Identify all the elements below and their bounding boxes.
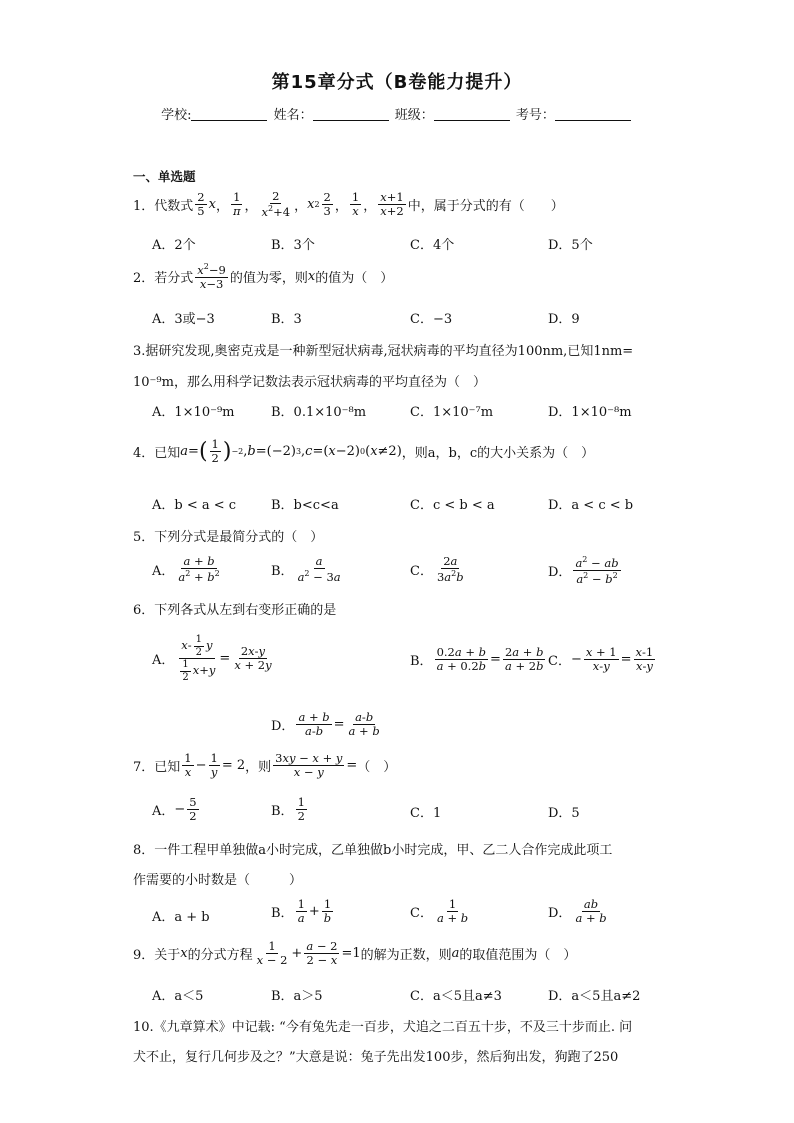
q1-tail: 中，属于分式的有（ ） [407, 199, 564, 215]
question-9: 9．关于 x 的分式方程 $\frac{1}{x - 2}$ + $\frac{a - 2}{2 - x}$ =1 的解为正数，则 a 的取值范围为（ ） [133, 939, 577, 968]
q1-expr-4: $\frac{2}{3}$ [323, 189, 331, 219]
q4-option-b[interactable]: B．b<c<a [271, 498, 339, 513]
q2-stem: 2．若分式 [133, 271, 194, 287]
question-7: 7．已知 $\frac{1}{x}$ − $\frac{1}{y}$ = 2 ，则 $\frac{3xy - x + y}{x - y}$ = （ ） [133, 751, 397, 780]
question-1: 1．代数式 $\frac{2}{5}$ x ， $\frac{1}{\pi}$ ， $\frac{2}{x^2+4}$ ， x 2 $\frac{2}{3}$ ， $\frac{1}{x}$ ， $\frac{x+1}{x+2}$ 中，属于分式的有（ ） [133, 189, 564, 220]
q4-option-a[interactable]: A．b < a < c [152, 498, 237, 513]
q1-option-a[interactable]: A．2个 [152, 238, 196, 253]
q9-option-c[interactable]: C．a＜5且a≠3 [410, 989, 502, 1004]
q3-option-a[interactable]: A．1×10⁻⁹m [152, 405, 235, 420]
q9-stem: 9．关于 [133, 948, 181, 964]
student-info-line [0, 104, 794, 123]
school-label: 学校: [161, 108, 192, 123]
question-3-line-1: 3.据研究发现,奥密克戎是一种新型冠状病毒,冠状病毒的平均直径为100nm,已知1nm= [133, 344, 634, 359]
q6-option-d[interactable]: D． $\frac{a + b}{a-b}$ = $\frac{a-b}{a + b}$ [271, 710, 380, 739]
q8-option-d[interactable]: D． $\frac{ab}{a + b}$ [548, 897, 607, 926]
question-8-line-2: 作需要的小时数是（ ） [133, 873, 303, 888]
q8-option-b[interactable]: B． $\frac{1}{a}$ + $\frac{1}{b}$ [271, 897, 332, 926]
q6-option-a[interactable]: A． x- $\frac{1}{2}$ y $\frac{1}{2}$ x+y = $\frac{2x-y}{x + 2y}$ [152, 634, 272, 683]
question-4: 4．已知 a = ( $\frac{1}{2}$ ) −2 , b =(−2) 3 , c =( x −2) 0 ( x ≠2) ，则a，b，c的大小关系为（ ） [133, 437, 595, 466]
q9-tail: 的解为正数，则 [360, 948, 452, 964]
q5-option-b[interactable]: B． $\frac{a}{a^2 - 3a}$ [271, 554, 341, 585]
q9-option-a[interactable]: A．a＜5 [152, 989, 204, 1004]
page-title: 第15章分式（B卷能力提升） [271, 72, 523, 93]
question-3-line-2: 10⁻⁹m，那么用科学记数法表示冠状病毒的平均直径为（ ） [133, 375, 486, 390]
q7-tail: （ ） [357, 760, 397, 776]
q9-option-d[interactable]: D．a＜5且a≠2 [548, 989, 641, 1004]
q3-option-b[interactable]: B．0.1×10⁻⁸m [271, 405, 367, 420]
q1-option-b[interactable]: B．3个 [271, 238, 315, 253]
q4-option-c[interactable]: C．c < b < a [410, 498, 495, 513]
q2-tail2: 的值为（ ） [315, 271, 394, 287]
q1-expr-6: $\frac{x+1}{x+2}$ [380, 189, 404, 219]
q4-stem: 4．已知 [133, 446, 181, 462]
q4-option-d[interactable]: D．a < c < b [548, 498, 634, 513]
q2-option-d[interactable]: D．9 [548, 312, 580, 327]
q7-option-a[interactable]: A． − $\frac{5}{2}$ [152, 795, 197, 824]
exam-number-blank [555, 108, 631, 121]
q5-option-a[interactable]: A． $\frac{a + b}{a^2 + b^2}$ [152, 554, 220, 585]
q9-option-b[interactable]: B．a＞5 [271, 989, 323, 1004]
q7-option-c[interactable]: C．1 [410, 806, 442, 821]
exam-number-label: 考号： [515, 108, 555, 123]
q1-expr-5: $\frac{1}{x}$ [351, 189, 360, 219]
q3-option-d[interactable]: D．1×10⁻⁸m [548, 405, 632, 420]
q7-option-b[interactable]: B． $\frac{1}{2}$ [271, 795, 305, 824]
q9-tail2: 的取值范围为（ ） [459, 948, 577, 964]
question-10-line-1: 10.《九章算术》中记载: “今有兔先走一百步，犬追之二百五十步，不及三十步而止. 问 [133, 1020, 633, 1035]
class-label: 班级： [394, 108, 434, 123]
q2-option-a[interactable]: A．3或−3 [152, 312, 215, 327]
q2-option-b[interactable]: B．3 [271, 312, 302, 327]
q5-option-d[interactable]: D． $\frac{a^2 - ab}{a^2 - b^2}$ [548, 555, 619, 586]
question-10-line-2: 犬不止，复行几何步及之？”大意是说：兔子先出发100步，然后狗出发，狗跑了250 [133, 1050, 619, 1065]
q1-option-d[interactable]: D．5个 [548, 238, 593, 253]
q1-stem: 1．代数式 [133, 199, 194, 215]
name-label: 姓名： [273, 108, 313, 123]
q1-expr-2: $\frac{1}{\pi}$ [232, 189, 241, 219]
q1-option-c[interactable]: C．4个 [410, 238, 455, 253]
school-blank [191, 108, 267, 121]
question-8-line-1: 8．一件工程甲单独做a小时完成，乙单独做b小时完成，甲、乙二人合作完成此项工 [133, 843, 613, 858]
section-heading: 一、单选题 [133, 169, 196, 184]
q2-option-c[interactable]: C．−3 [410, 312, 453, 327]
question-6: 6．下列各式从左到右变形正确的是 [133, 603, 337, 618]
q7-option-d[interactable]: D．5 [548, 806, 580, 821]
q5-option-c[interactable]: C． $\frac{2a}{3a^2b}$ [410, 554, 464, 585]
q7-mid: ，则 [245, 760, 272, 776]
q2-fraction: $\frac{x^2-9}{x-3}$ [197, 262, 226, 292]
q1-expr-1: $\frac{2}{5}$ [197, 189, 205, 219]
q7-stem: 7．已知 [133, 760, 181, 776]
q6-option-b[interactable]: B． $\frac{0.2a + b}{a + 0.2b}$ = $\frac{2a + b}{a + 2b}$ [410, 645, 544, 674]
q8-option-a[interactable]: A．a + b [152, 910, 210, 925]
q1-expr-3: $\frac{2}{x^2+4}$ [261, 189, 291, 220]
question-5: 5．下列分式是最简分式的（ ） [133, 530, 324, 545]
q4-tail: ，则a，b，c的大小关系为（ ） [401, 446, 595, 462]
name-blank [313, 108, 389, 121]
q6-option-c[interactable]: C． − $\frac{x + 1}{x-y}$ = $\frac{x-1}{x-y}$ [548, 645, 654, 674]
question-2: 2．若分式 $\frac{x^2-9}{x-3}$ 的值为零，则 x 的值为（ ） [133, 262, 394, 292]
q8-option-c[interactable]: C． $\frac{1}{a + b}$ [410, 897, 469, 926]
q2-tail: 的值为零，则 [229, 271, 308, 287]
class-blank [434, 108, 510, 121]
q3-option-c[interactable]: C．1×10⁻⁷m [410, 405, 494, 420]
q9-mid: 的分式方程 [187, 948, 253, 964]
